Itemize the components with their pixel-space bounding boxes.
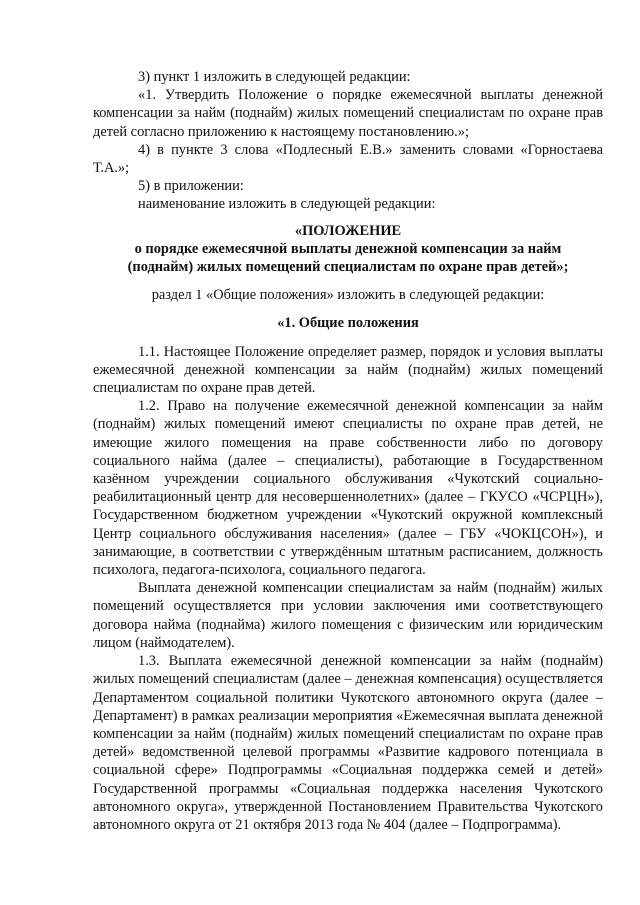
title-line-3: (поднайм) жилых помещений специалистам по охране прав детей»; [127,259,569,276]
title-line-2: о порядке ежемесячной выплаты денежной компенсации за найм [134,240,562,257]
paragraph-1-1: 1.1. Настоящее Положение определяет размер, порядок и условия выплаты ежемесячной денежной компенсации за найм (поднайм) жилых помещений специалистам по охране прав детей. [93,343,603,397]
title-line-1: «ПОЛОЖЕНИЕ [294,222,402,239]
document-title [93,222,603,277]
section-instruction: раздел 1 «Общие положения» изложить в следующей редакции: [151,287,545,304]
paragraph-1-2: 1.2. Право на получение ежемесячной денежной компенсации за найм (поднайм) жилых помещений имеют специалисты по охране прав детей, не имеющие жилого помещения на праве собственности либо по договору социального найма (далее – специалисты), работающие в Государственном казённом учреждении социального обслуживания «Чукотский социально-реабилитационный центр для несовершеннолетних» (далее – ГКУСО «ЧСРЦН»), Государственном бюджетном учреждении «Чукотский окружной комплексный Центр социального обслуживания населения» (далее – ГБУ «ЧОКЦСОН»), и занимающие, в соответствии с утверждённым штатным расписанием, должность психолога, педагога-психолога, социального педагога. [93,398,603,579]
paragraph-1-3: 1.3. Выплата ежемесячной денежной компенсации за найм (поднайм) жилых помещений специалистам (далее – денежная компенсация) осуществляется Департаментом социальной политики Чукотского автономного округа (далее – Департамент) в рамках реализации мероприятия «Ежемесячная выплата денежной компенсации за найм (поднайм) жилых помещений специалистам по охране прав детей» ведомственной целевой программы «Развитие кадрового потенциала в социальной сфере» Подпрограммы «Социальная поддержка семей и детей» Государственной программы «Социальная поддержка населения Чукотского автономного округа», утвержденной Постановлением Правительства Чукотского автономного округа от 21 октября 2013 года № 404 (далее – Подпрограмма). [93,653,603,833]
intro-line-1: 3) пункт 1 изложить в следующей редакции: [138,69,411,85]
document-page [93,68,603,834]
intro-line-2: «1. Утвердить Положение о порядке ежемесячной выплаты денежной компенсации за найм (поднайм) жилых помещений специалистам по охране прав детей согласно приложению к настоящему постановлению.»; [93,87,603,140]
intro-line-4: 5) в приложении: [138,178,244,195]
intro-line-5: наименование изложить в следующей редакции: [138,196,436,213]
section-heading: «1. Общие положения [277,315,419,332]
intro-line-3: 4) в пункте 3 слова «Подлесный Е.В.» заменить словами «Горностаева Т.А.»; [93,141,603,177]
paragraph-payment-condition: Выплата денежной компенсации специалистам за найм (поднайм) жилых помещений осуществляется при условии заключения ими соответствующего договора найма (поднайма) жилого помещения с физическим или юридическим лицом (наймодателем). [93,580,603,651]
